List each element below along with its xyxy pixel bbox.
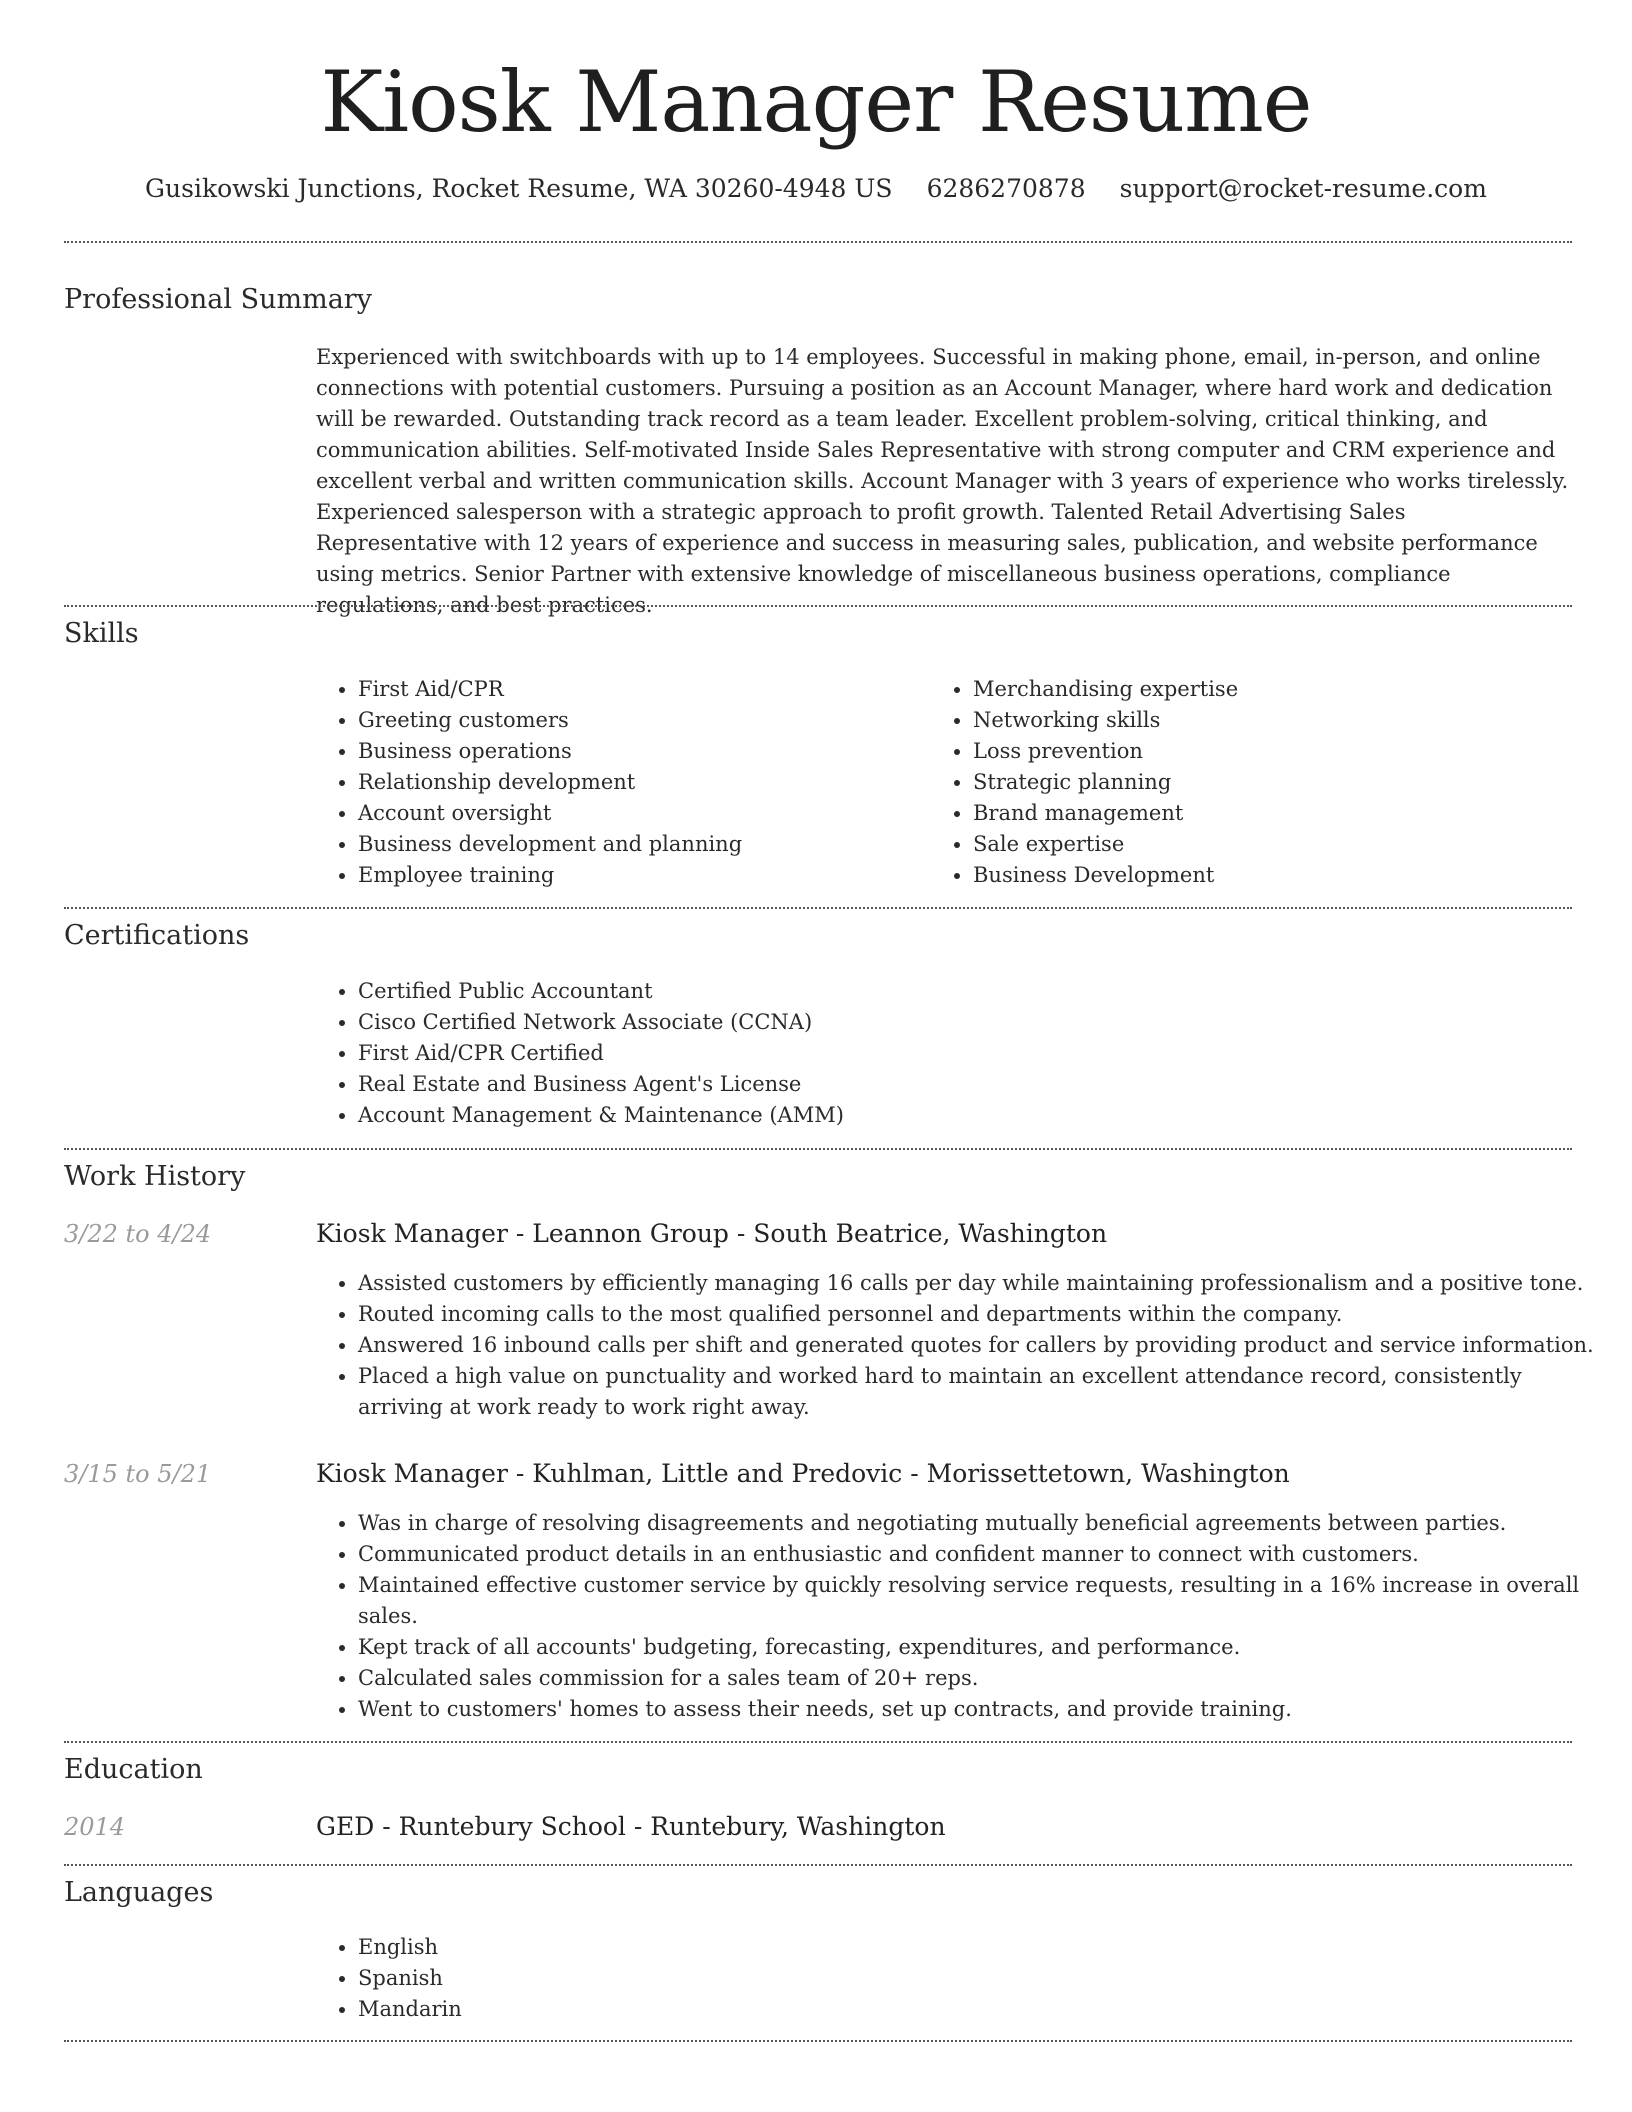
- list-item: • Business operations: [358, 736, 918, 767]
- list-item: • Went to customers' homes to assess their needs, set up contracts, and provide training.: [358, 1694, 1598, 1725]
- divider: [64, 1864, 1572, 1866]
- list-item: • Brand management: [973, 798, 1573, 829]
- job-heading: Kiosk Manager - Kuhlman, Little and Predovic - Morissettetown, Washington: [316, 1459, 1290, 1488]
- list-item: • Business development and planning: [358, 829, 918, 860]
- list-item: • Routed incoming calls to the most qualified personnel and departments within the company.: [358, 1299, 1598, 1330]
- section-title-work-history: Work History: [64, 1161, 246, 1192]
- job-dates: 3/15 to 5/21: [64, 1460, 212, 1488]
- section-title-summary: Professional Summary: [64, 284, 372, 315]
- divider: [64, 1148, 1572, 1150]
- list-item: • Strategic planning: [973, 767, 1573, 798]
- section-title-languages: Languages: [64, 1877, 214, 1908]
- section-title-certifications: Certifications: [64, 920, 250, 951]
- list-item: • First Aid/CPR Certified: [358, 1038, 1558, 1069]
- divider: [64, 1741, 1572, 1743]
- languages-list: [314, 1932, 958, 2025]
- list-item: • Placed a high value on punctuality and worked hard to maintain an excellent attendance record, consistently arriving at work ready to work right away.: [358, 1361, 1598, 1423]
- job-dates: 3/22 to 4/24: [64, 1220, 212, 1248]
- list-item: • Relationship development: [358, 767, 918, 798]
- contact-address: Gusikowski Junctions, Rocket Resume, WA 30260-4948 US: [145, 174, 893, 203]
- list-item: • Networking skills: [973, 705, 1573, 736]
- summary-text: Experienced with switchboards with up to 14 employees. Successful in making phone, email, in-person, and online connections with potential customers. Pursuing a position as an Account Manager, where hard work and dedication will be rewarded. Outstanding track record as a team leader. Excellent problem-solving, critical thinking, and communication abilities. Self-motivated Inside Sales Representative with strong computer and CRM experience and excellent verbal and written communication skills. Account Manager with 3 years of experience who works tirelessly. Experienced salesperson with a strategic approach to profit growth. Talented Retail Advertising Sales Representative with 12 years of experience and success in measuring sales, publication, and website performance using metrics. Senior Partner with extensive knowledge of miscellaneous business operations, compliance regulations, and best practices.: [316, 345, 1569, 617]
- job-bullets: [314, 1268, 1598, 1423]
- certifications-list: [314, 976, 1558, 1131]
- list-item: • Merchandising expertise: [973, 674, 1573, 705]
- list-item: • Business Development: [973, 860, 1573, 891]
- list-item: • Maintained effective customer service by quickly resolving service requests, resulting in a 16% increase in overall sales.: [358, 1570, 1598, 1632]
- page-title: Kiosk Manager Resume: [320, 53, 1312, 151]
- list-item: • Real Estate and Business Agent's License: [358, 1069, 1558, 1100]
- list-item: • Assisted customers by efficiently managing 16 calls per day while maintaining professionalism and a positive tone.: [358, 1268, 1598, 1299]
- job-heading: Kiosk Manager - Leannon Group - South Beatrice, Washington: [316, 1219, 1108, 1248]
- divider: [64, 605, 1572, 607]
- list-item: • Spanish: [358, 1963, 958, 1994]
- contact-email: support@rocket-resume.com: [1119, 174, 1487, 203]
- list-item: • Account oversight: [358, 798, 918, 829]
- list-item: • Cisco Certified Network Associate (CCNA): [358, 1007, 1558, 1038]
- section-title-skills: Skills: [64, 618, 139, 649]
- contact-phone: 6286270878: [926, 174, 1086, 203]
- skills-list-left: [314, 674, 918, 891]
- list-item: • Certified Public Accountant: [358, 976, 1558, 1007]
- list-item: • Greeting customers: [358, 705, 918, 736]
- job-bullets: [314, 1508, 1598, 1725]
- list-item: • English: [358, 1932, 958, 1963]
- list-item: • Sale expertise: [973, 829, 1573, 860]
- list-item: • Communicated product details in an enthusiastic and confident manner to connect with customers.: [358, 1539, 1598, 1570]
- list-item: • Answered 16 inbound calls per shift and generated quotes for callers by providing product and service information.: [358, 1330, 1598, 1361]
- education-year: 2014: [64, 1813, 126, 1841]
- contact-line: [0, 172, 1632, 206]
- list-item: • First Aid/CPR: [358, 674, 918, 705]
- list-item: • Mandarin: [358, 1994, 958, 2025]
- divider: [64, 241, 1572, 243]
- skills-list-right: [929, 674, 1573, 891]
- list-item: • Calculated sales commission for a sales team of 20+ reps.: [358, 1663, 1598, 1694]
- list-item: • Was in charge of resolving disagreements and negotiating mutually beneficial agreements between parties.: [358, 1508, 1598, 1539]
- list-item: • Loss prevention: [973, 736, 1573, 767]
- list-item: • Account Management & Maintenance (AMM): [358, 1100, 1558, 1131]
- list-item: • Employee training: [358, 860, 918, 891]
- section-title-education: Education: [64, 1754, 203, 1785]
- divider: [64, 2040, 1572, 2042]
- list-item: • Kept track of all accounts' budgeting, forecasting, expenditures, and performance.: [358, 1632, 1598, 1663]
- divider: [64, 907, 1572, 909]
- education-heading: GED - Runtebury School - Runtebury, Washington: [316, 1812, 946, 1841]
